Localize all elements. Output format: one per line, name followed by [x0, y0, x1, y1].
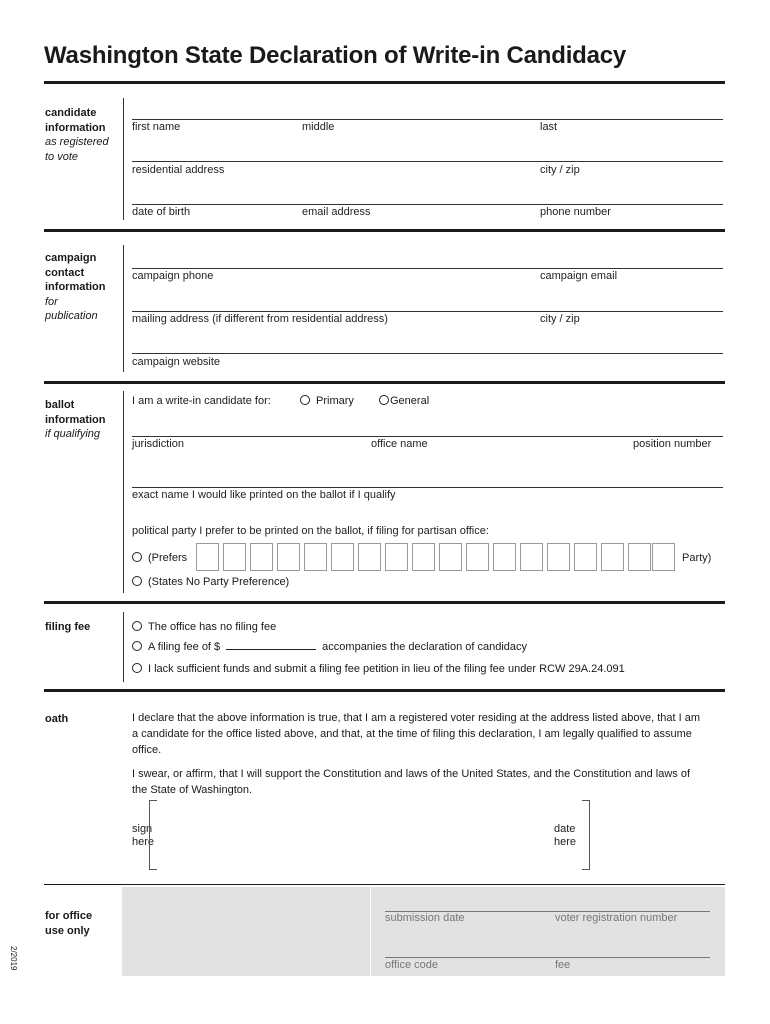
oath-paragraph-2: I swear, or affirm, that I will support the Constitution and laws of the United States, and the Constitution and laws of the State of Washington.	[132, 768, 691, 796]
primary-label: Primary	[316, 395, 354, 407]
candidate-for-label: I am a write-in candidate for:	[132, 395, 271, 407]
no-party-option[interactable]	[132, 576, 289, 588]
exact-name-label: exact name I would like printed on the ballot if I qualify	[132, 489, 396, 501]
dob-field[interactable]	[132, 204, 723, 205]
filing-fee-section-bar	[123, 612, 124, 682]
candidate-for-row	[132, 395, 271, 407]
party-letter-box[interactable]	[223, 543, 246, 571]
fee-of-radio[interactable]	[132, 641, 142, 651]
prefers-option[interactable]	[132, 552, 187, 564]
dob-label: date of birth	[132, 206, 191, 218]
oath-label: oath	[45, 713, 69, 725]
no-fee-label: The office has no filing fee	[148, 621, 277, 633]
oath-section-label	[45, 712, 68, 727]
oath-paragraph-1: I declare that the above information is true, that I am a registered voter residing at the address listed above, that I am a candidate for the office listed above, and that, at the time of filing this declaration, I am legally qualified to assume office.	[132, 712, 701, 756]
page-title: Washington State Declaration of Write-in Candidacy	[44, 42, 627, 69]
office-code-field	[385, 957, 710, 958]
filing-fee-section-label	[45, 620, 90, 635]
form-revision-date: 2/2019	[9, 946, 18, 971]
candidate-label-2: information	[45, 121, 106, 134]
ballot-label-2: information	[45, 413, 106, 426]
office-use-divider	[44, 884, 725, 885]
office-code-label: office code	[385, 959, 439, 971]
submission-date-label: submission date	[385, 912, 465, 924]
exact-name-field[interactable]	[132, 487, 723, 488]
signature-field-end	[582, 800, 590, 870]
party-letter-box[interactable]	[493, 543, 516, 571]
campaign-website-label: campaign website	[132, 356, 221, 368]
campaign-label: campaign	[45, 252, 97, 264]
general-radio[interactable]	[379, 395, 389, 405]
candidate-label: candidate	[45, 107, 97, 119]
party-letter-box[interactable]	[385, 543, 408, 571]
primary-radio[interactable]	[300, 395, 310, 405]
prefers-label: (Prefers	[148, 552, 188, 564]
campaign-label-italic-2: publication	[45, 310, 98, 322]
sign-here-text: here	[132, 836, 155, 848]
office-name-label: office name	[371, 438, 428, 450]
section-divider	[44, 229, 725, 232]
campaign-label-3: information	[45, 281, 106, 293]
party-letter-box[interactable]	[601, 543, 624, 571]
title-rule	[44, 81, 725, 84]
party-letter-box[interactable]	[196, 543, 219, 571]
general-option[interactable]	[379, 395, 429, 407]
party-letter-box[interactable]	[250, 543, 273, 571]
campaign-city-zip-label: city / zip	[540, 313, 580, 325]
party-letter-box[interactable]	[547, 543, 570, 571]
campaign-phone-field[interactable]	[132, 268, 723, 269]
residential-address-label: residential address	[132, 164, 225, 176]
candidate-section-bar	[123, 98, 124, 220]
fee-of-option[interactable]	[132, 641, 527, 653]
campaign-website-field[interactable]	[132, 353, 723, 354]
office-use-divider-line	[370, 887, 371, 976]
petition-label: I lack sufficient funds and submit a filing fee petition in lieu of the filing fee under RCW 29A.24.091	[148, 663, 625, 675]
date-label: date	[554, 823, 576, 835]
no-party-label: (States No Party Preference)	[148, 576, 290, 588]
petition-radio[interactable]	[132, 663, 142, 673]
party-letter-box[interactable]	[574, 543, 597, 571]
party-letter-box[interactable]	[331, 543, 354, 571]
first-name-field[interactable]	[132, 119, 723, 120]
campaign-phone-label: campaign phone	[132, 270, 214, 282]
ballot-section-bar	[123, 391, 124, 593]
campaign-email-label: campaign email	[540, 270, 618, 282]
general-label: General	[390, 395, 430, 407]
party-letter-box[interactable]	[304, 543, 327, 571]
date-here-label	[554, 823, 576, 849]
petition-option[interactable]	[132, 663, 625, 675]
filing-fee-label: filing fee	[45, 621, 91, 633]
campaign-section-label	[45, 251, 106, 324]
first-name-label: first name	[132, 121, 181, 133]
party-letter-box[interactable]	[277, 543, 300, 571]
ballot-section-label	[45, 398, 106, 442]
party-prompt: political party I prefer to be printed on the ballot, if filing for partisan office:	[132, 525, 489, 537]
residential-address-field[interactable]	[132, 161, 723, 162]
email-label: email address	[302, 206, 371, 218]
sign-label: sign	[132, 823, 153, 835]
campaign-label-italic: for	[45, 295, 58, 308]
no-party-radio[interactable]	[132, 576, 142, 586]
candidate-label-italic: as registered	[45, 136, 109, 148]
party-letter-box[interactable]	[466, 543, 489, 571]
candidate-label-italic-2: to vote	[45, 150, 79, 163]
party-letter-box[interactable]	[652, 543, 675, 571]
office-use-label: for office	[45, 910, 93, 922]
candidate-section-label	[45, 106, 109, 164]
no-fee-option[interactable]	[132, 621, 276, 633]
signature-field[interactable]	[149, 800, 157, 870]
jurisdiction-field[interactable]	[132, 436, 723, 437]
prefers-radio[interactable]	[132, 552, 142, 562]
office-use-section-label	[45, 909, 92, 938]
party-label: Party)	[682, 552, 712, 564]
fee-label: fee	[555, 959, 571, 971]
office-use-label-2: use only	[45, 924, 90, 937]
no-fee-radio[interactable]	[132, 621, 142, 631]
section-divider	[44, 381, 725, 384]
party-letter-box[interactable]	[358, 543, 381, 571]
fee-of-label: A filing fee of $	[148, 641, 221, 653]
fee-accompanies-label: accompanies the declaration of candidacy	[322, 641, 528, 653]
section-divider	[44, 689, 725, 692]
party-letter-box[interactable]	[439, 543, 462, 571]
phone-label: phone number	[540, 206, 611, 218]
voter-reg-label: voter registration number	[555, 912, 678, 924]
campaign-label-2: contact	[45, 266, 85, 279]
mailing-address-label: mailing address (if different from residential address)	[132, 313, 388, 325]
fee-amount-field[interactable]	[226, 642, 316, 650]
ballot-label: ballot	[45, 399, 75, 411]
section-divider	[44, 601, 725, 604]
mailing-address-field[interactable]	[132, 311, 723, 312]
party-letter-box[interactable]	[520, 543, 543, 571]
date-here-text: here	[554, 836, 577, 848]
ballot-label-italic: if qualifying	[45, 428, 101, 440]
last-name-label: last	[540, 121, 558, 133]
jurisdiction-label: jurisdiction	[132, 438, 184, 450]
party-letter-box[interactable]	[628, 543, 651, 571]
party-letter-box[interactable]	[412, 543, 435, 571]
middle-name-label: middle	[302, 121, 335, 133]
campaign-section-bar	[123, 245, 124, 372]
candidate-city-zip-label: city / zip	[540, 164, 580, 176]
position-number-label: position number	[633, 438, 712, 450]
primary-option[interactable]	[300, 395, 354, 407]
